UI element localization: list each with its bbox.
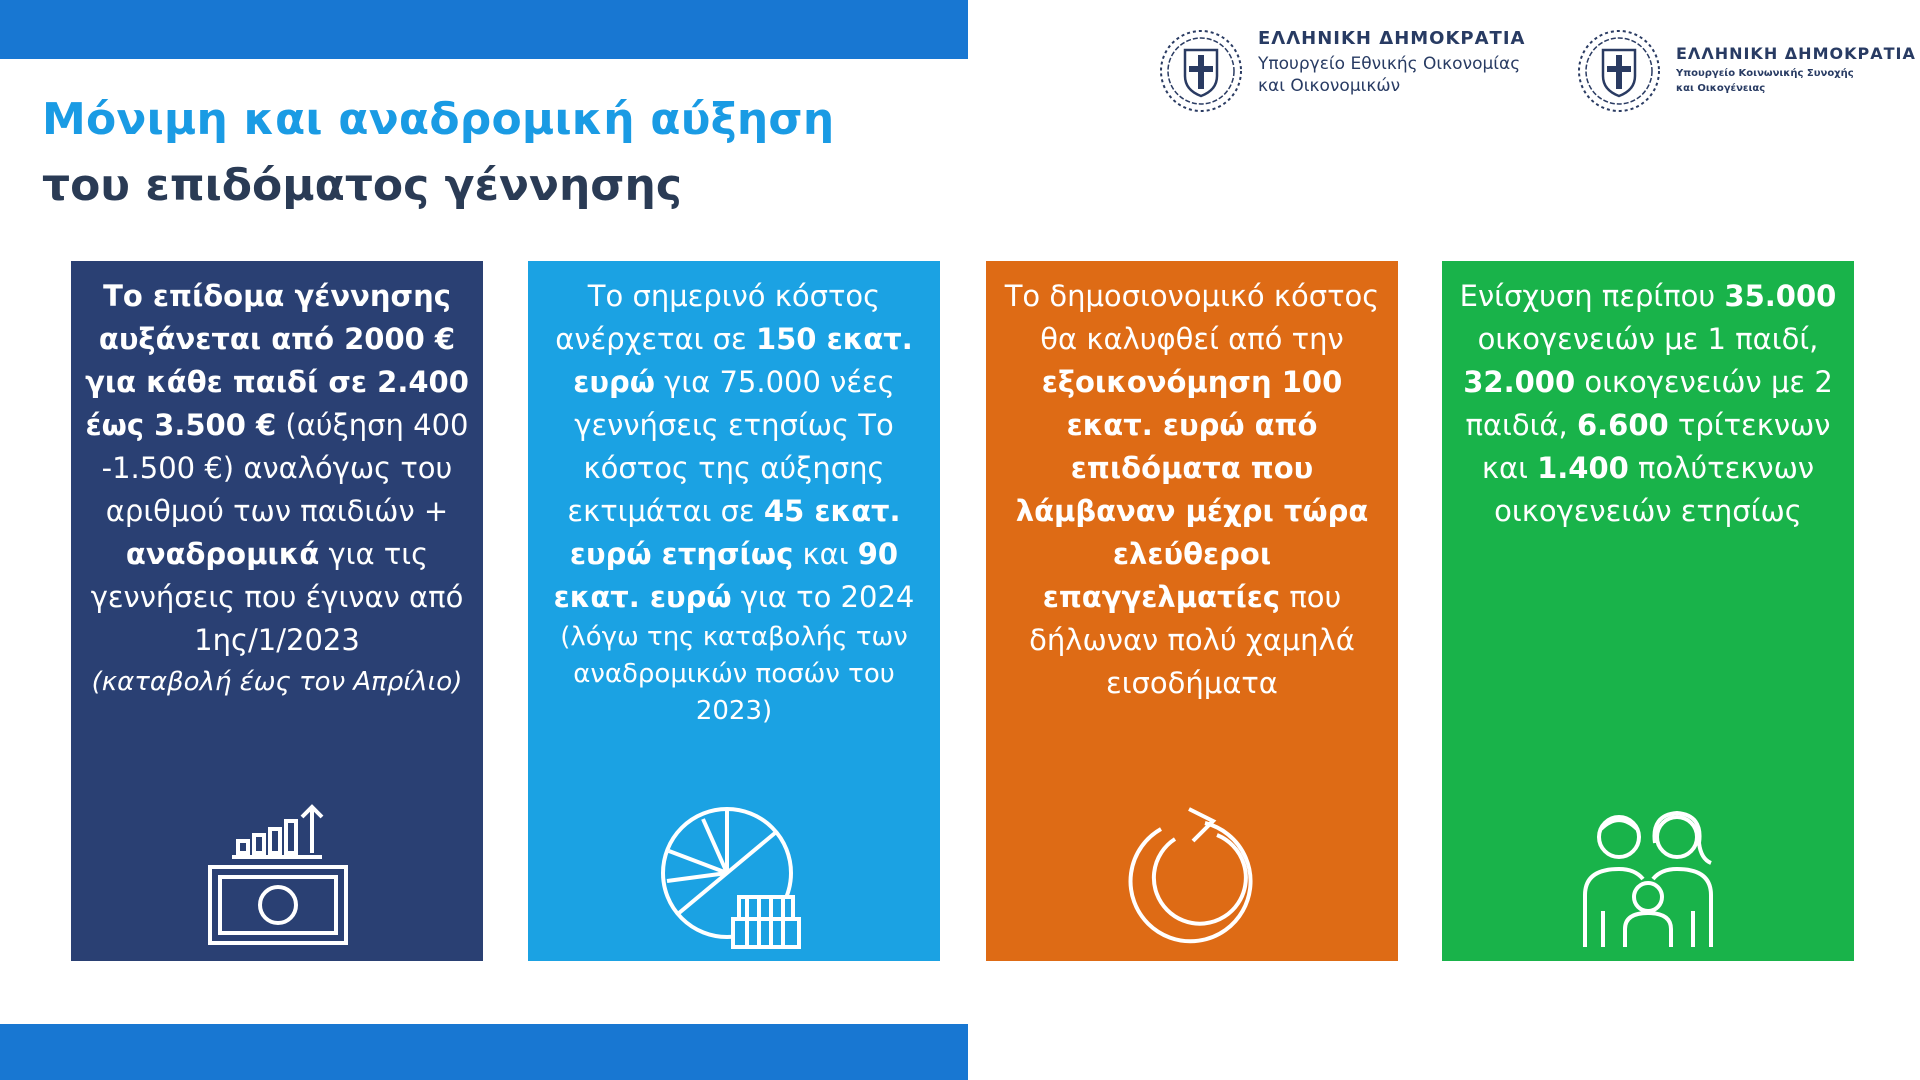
card-current-cost [528,261,940,961]
greek-emblem-icon [1158,28,1244,114]
card-3-text-1: Το δημοσιονομικό κόστος θα καλυφθεί από την [1004,279,1380,356]
card-1-bold-2: αναδρομικά [125,537,320,571]
pie-chart-coins-icon [659,801,809,951]
logo-1-name: ΕΛΛΗΝΙΚΗ ΔΗΜΟΚΡΑΤΙΑ [1258,28,1526,49]
card-fiscal-cost [986,261,1398,961]
card-4-text-5: πολύτεκνων οικογενειών ετησίως [1494,451,1815,528]
card-1-text-1: (αύξηση 400 -1.500 €) αναλόγως του αριθμού των παιδιών + [101,408,469,528]
logo-2-ministry-line-1: Υπουργείο Κοινωνικής Συνοχής [1676,68,1854,79]
card-2-note: (λόγω της καταβολής των αναδρομικών ποσών του 2023) [560,622,908,726]
money-growth-icon [202,801,352,951]
card-families-support [1442,261,1854,961]
card-1-note: (καταβολή έως τον Απρίλιο) [91,667,463,697]
page-title [42,94,835,211]
family-icon [1573,801,1723,951]
card-4-text-1: Ενίσχυση περίπου [1459,279,1725,313]
top-accent-bar [0,0,968,59]
card-2-text-2: για 75.000 νέες γεννήσεις ετησίως Το κόστος της αύξησης εκτιμάται σε [567,365,895,528]
card-2-text-3: και [793,537,858,571]
card-4-text-3: οικογενειών με 2 παιδιά, [1465,365,1833,442]
logo-1-ministry-line-2: και Οικονομικών [1258,76,1401,96]
card-4-bold-1: 35.000 [1724,279,1837,313]
card-1-bold-1: Το επίδομα γέννησης αυξάνεται από 2000 € για κάθε παιδί σε 2.400 έως 3.500 € [85,279,469,442]
greek-emblem-icon [1576,28,1662,114]
card-3-text-2: που δήλωναν πολύ χαμηλά εισοδήματα [1029,580,1355,700]
refresh-cycle-icon [1117,801,1267,951]
card-4-text-2: οικογενειών με 1 παιδί, [1477,322,1819,356]
title-line-2: του επιδόματος γέννησης [42,160,682,211]
card-1-text-2: για τις γεννήσεις που έγιναν από 1ης/1/2023 [90,537,464,657]
card-2-text-4: για το 2024 [731,580,915,614]
card-2-text-1: Το σημερινό κόστος ανέρχεται σε [555,279,881,356]
logo-ministry-social [1576,28,1916,114]
logo-2-ministry-line-2: και Οικογένειας [1676,83,1766,94]
bottom-accent-bar [0,1024,968,1080]
card-3-bold-1: εξοικονόμηση 100 εκατ. ευρώ από επιδόματα που λάμβαναν μέχρι τώρα ελεύθεροι επαγγελματίες [1015,365,1369,614]
title-line-1: Μόνιμη και αναδρομική αύξηση [42,94,835,145]
card-2-bold-2: 45 εκατ. ευρώ ετησίως [569,494,901,571]
card-4-text-4: τρίτεκνων και [1481,408,1831,485]
logo-ministry-economy [1158,28,1525,114]
card-4-bold-3: 6.600 [1576,408,1669,442]
card-2-bold-1: 150 εκατ. ευρώ [573,322,913,399]
card-4-bold-4: 1.400 [1537,451,1629,485]
card-allowance-increase [71,261,483,961]
logo-2-name: ΕΛΛΗΝΙΚΗ ΔΗΜΟΚΡΑΤΙΑ [1676,44,1916,63]
card-4-bold-2: 32.000 [1463,365,1576,399]
logo-1-ministry-line-1: Υπουργείο Εθνικής Οικονομίας [1258,54,1521,74]
card-2-bold-3: 90 εκατ. ευρώ [553,537,899,614]
